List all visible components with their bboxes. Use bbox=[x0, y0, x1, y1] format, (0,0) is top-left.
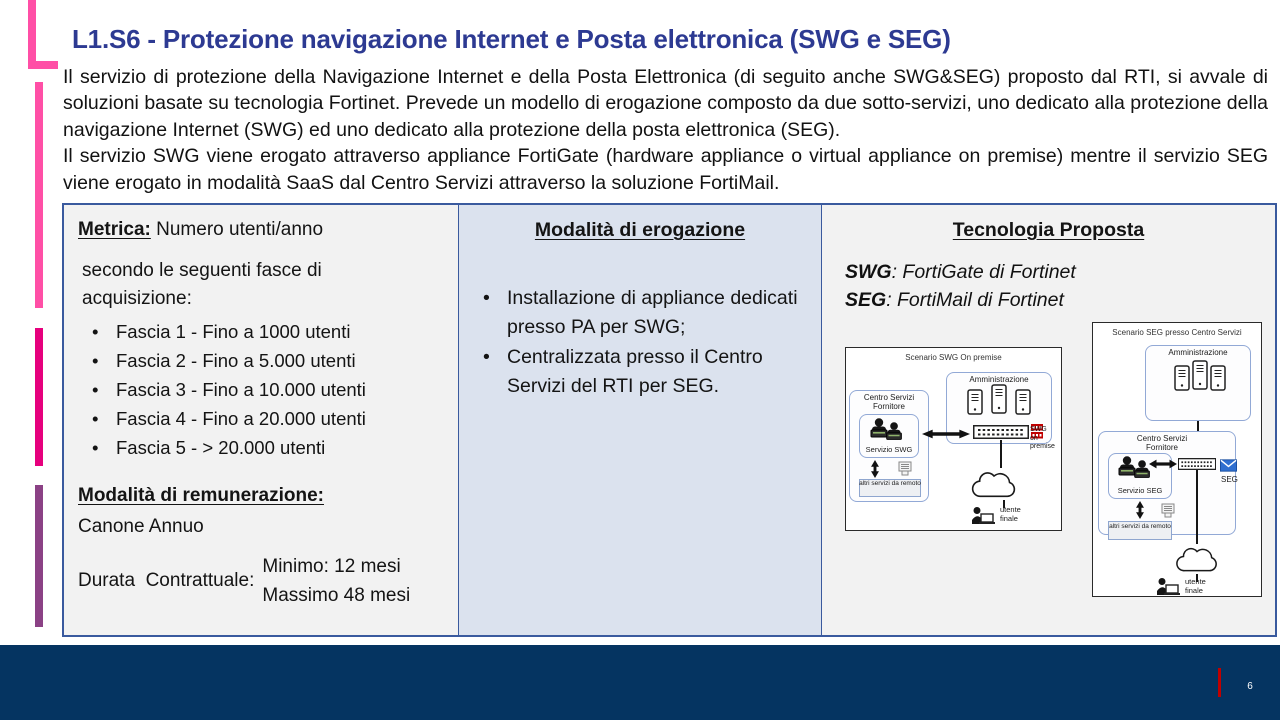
intro-paragraph-1: Il servizio di protezione della Navigazione Internet e della Posta Elettronica (di seguito anche SWG&SEG) proposto dal RTI, si avvale di soluzioni basate su tecnologia Fortinet. Prevede un modello di erogazione composto da due sotto-servizi, uno dedicato alla protezione della navigazione Internet (SWG) ed uno dedicato alla protezione della posta elettronica (SEG). bbox=[63, 66, 1268, 141]
accent-bracket-horizontal bbox=[28, 61, 58, 69]
info-table bbox=[62, 203, 1277, 637]
tech-line-swg bbox=[845, 258, 1275, 286]
list-item: • Fascia 2 - Fino a 5.000 utenti bbox=[88, 346, 444, 375]
double-arrow-vertical-icon bbox=[1135, 501, 1145, 519]
metrica-line bbox=[78, 219, 444, 241]
diagram-title: Scenario SEG presso Centro Servizi bbox=[1112, 328, 1242, 337]
accent-bracket-vertical bbox=[28, 0, 36, 69]
accent-bar-purple bbox=[35, 485, 43, 627]
provider-box-label: Centro Servizi Fornitore bbox=[1136, 434, 1188, 452]
intro-paragraph-2: Il servizio SWG viene erogato attraverso appliance FortiGate (hardware appliance o virtual appliance on premise) mentre il servizio SEG viene erogato in modalità SaaS dal Centro Servizi attraverso la soluzione FortiMail. bbox=[63, 145, 1268, 194]
remunerazione-value: Canone Annuo bbox=[78, 516, 204, 537]
appliance-label-line1: SWG bbox=[1030, 426, 1047, 433]
metrica-subtext: secondo le seguenti fasce di acquisizione: bbox=[82, 260, 322, 309]
appliance-label: SEG bbox=[1221, 475, 1238, 484]
durata-label: Durata Contrattuale: bbox=[78, 570, 255, 591]
erogazione-heading: Modalità di erogazione bbox=[534, 219, 746, 241]
diagram-seg-centro-servizi bbox=[1092, 322, 1262, 597]
diagram-title: Scenario SWG On premise bbox=[905, 353, 1002, 362]
service-box-label: Servizio SWG bbox=[865, 445, 913, 454]
mail-icon bbox=[1220, 459, 1237, 472]
provider-box-label: Centro Servizi Fornitore bbox=[863, 393, 915, 411]
user-label: utente finale bbox=[1000, 505, 1021, 523]
server-icon bbox=[991, 384, 1007, 414]
tecnologia-lines bbox=[845, 258, 1275, 314]
connector-line bbox=[1196, 470, 1198, 544]
cloud-icon bbox=[1170, 544, 1224, 576]
user-icon bbox=[970, 506, 996, 526]
swg-label: SWG bbox=[845, 261, 892, 283]
page-number: 6 bbox=[1247, 681, 1253, 692]
intro-text bbox=[63, 64, 1268, 196]
fasce-list bbox=[78, 317, 444, 462]
user-label: utente finale bbox=[1185, 577, 1206, 595]
remunerazione-heading: Modalità di remunerazione: bbox=[78, 485, 324, 506]
remote-services-icon bbox=[898, 461, 912, 476]
footer-divider bbox=[1218, 668, 1221, 697]
metrica-value: Numero utenti/anno bbox=[156, 219, 324, 240]
durata-max: Massimo 48 mesi bbox=[262, 585, 411, 606]
list-item: • Fascia 3 - Fino a 10.000 utenti bbox=[88, 375, 444, 404]
appliance-label-line2: on premise bbox=[1030, 434, 1055, 450]
metrica-heading: Metrica: bbox=[78, 219, 151, 240]
server-icon bbox=[1192, 360, 1208, 390]
admin-box-label: Amministrazione bbox=[969, 375, 1029, 384]
seg-label: SEG bbox=[845, 289, 887, 311]
switch-icon bbox=[1178, 458, 1216, 470]
list-item: • Fascia 4 - Fino a 20.000 utenti bbox=[88, 404, 444, 433]
durata-values bbox=[262, 552, 410, 610]
list-item: • Installazione di appliance dedicati presso PA per SWG; bbox=[481, 284, 803, 342]
server-icon bbox=[967, 389, 983, 415]
remote-services-label: altri servizi da remoto bbox=[1109, 523, 1171, 530]
column-erogazione bbox=[458, 205, 822, 635]
footer-bar bbox=[0, 645, 1280, 720]
swg-value: : FortiGate di Fortinet bbox=[891, 261, 1076, 283]
double-arrow-vertical-icon bbox=[870, 460, 880, 478]
column-tecnologia bbox=[822, 205, 1275, 635]
accent-bar-magenta bbox=[35, 328, 43, 466]
remote-services-label: altri servizi da remoto bbox=[859, 480, 921, 487]
column-metrica bbox=[64, 205, 458, 635]
server-icon bbox=[1174, 365, 1190, 391]
cloud-icon bbox=[964, 468, 1024, 502]
erogazione-list bbox=[473, 284, 807, 401]
tecnologia-heading: Tecnologia Proposta bbox=[952, 219, 1145, 241]
remote-services-icon bbox=[1161, 503, 1175, 518]
list-item: • Fascia 1 - Fino a 1000 utenti bbox=[88, 317, 444, 346]
server-icon bbox=[1015, 389, 1031, 415]
double-arrow-horizontal-icon bbox=[922, 429, 970, 439]
user-icon bbox=[1155, 577, 1181, 597]
admin-box-label: Amministrazione bbox=[1168, 348, 1228, 357]
durata-row bbox=[78, 552, 444, 610]
appliance-label bbox=[1030, 426, 1062, 452]
switch-icon bbox=[973, 425, 1029, 439]
page-title: L1.S6 - Protezione navigazione Internet e Posta elettronica (SWG e SEG) bbox=[72, 24, 951, 54]
accent-bar-pink bbox=[35, 82, 43, 308]
server-icon bbox=[1210, 365, 1226, 391]
connector-line bbox=[1000, 440, 1002, 468]
list-item: • Fascia 5 - > 20.000 utenti bbox=[88, 433, 444, 462]
tech-line-seg bbox=[845, 286, 1275, 314]
durata-min: Minimo: 12 mesi bbox=[262, 556, 401, 577]
diagram-swg-on-premise bbox=[845, 347, 1062, 531]
double-arrow-horizontal-icon bbox=[1149, 459, 1177, 469]
seg-value: : FortiMail di Fortinet bbox=[886, 289, 1064, 311]
list-item: • Centralizzata presso il Centro Servizi del RTI per SEG. bbox=[481, 343, 803, 401]
operators-icon bbox=[867, 417, 909, 443]
service-box-label: Servizio SEG bbox=[1117, 486, 1163, 495]
